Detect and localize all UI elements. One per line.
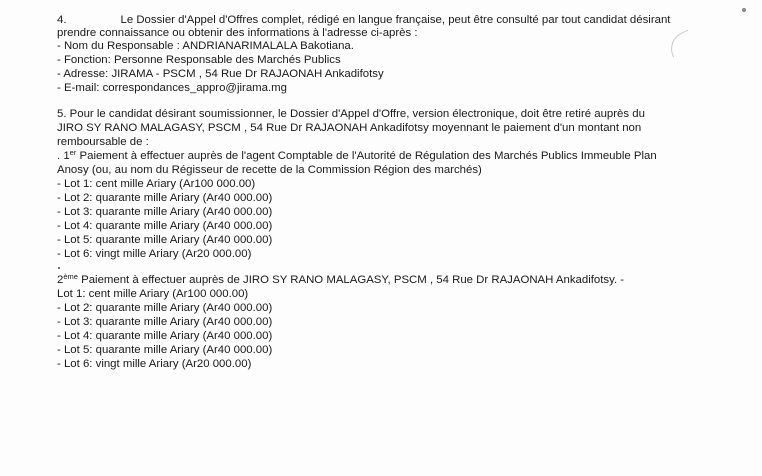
first-payment-prefix: . 1 (57, 150, 70, 162)
first-payment-text: Paiement à effectuer auprès de l'agent Comptable de l'Autorité de Régulation des Marchés Publics Immeuble Plan (76, 150, 657, 162)
second-payment-lot: - Lot 3: quarante mille Ariary (Ar40 000.00) (57, 316, 273, 328)
first-payment-lot: - Lot 5: quarante mille Ariary (Ar40 000.00) (57, 234, 273, 246)
first-payment-line2: Anosy (ou, au nom du Régisseur de recette de la Commission Région des marchés) (57, 164, 482, 176)
second-payment-lot1: Lot 1: cent mille Ariary (Ar100 000.00) (57, 288, 249, 300)
second-payment-lot: - Lot 2: quarante mille Ariary (Ar40 000.00) (57, 302, 273, 314)
scan-pen-mark (665, 30, 696, 58)
stray-dot (58, 267, 60, 269)
section5-line2: JIRO SY RANO MALAGASY, PSCM , 54 Rue Dr RAJAONAH Ankadifotsy moyennant le paiement d'un montant non (57, 122, 642, 134)
section4-line2: prendre connaissance ou obtenir des informations à l'adresse ci-après : (57, 27, 418, 39)
second-payment-lot: - Lot 5: quarante mille Ariary (Ar40 000.00) (57, 344, 273, 356)
section4-first-line (57, 14, 670, 27)
first-payment-lot: - Lot 4: quarante mille Ariary (Ar40 000.00) (57, 220, 273, 232)
responsable-adresse: - Adresse: JIRAMA - PSCM , 54 Rue Dr RAJAONAH Ankadifotsy (57, 68, 384, 80)
second-payment-line1 (57, 274, 624, 287)
first-payment-sup: er (69, 148, 77, 157)
first-payment-lot: - Lot 2: quarante mille Ariary (Ar40 000.00) (57, 192, 273, 204)
second-payment-lot: - Lot 6: vingt mille Ariary (Ar20 000.00) (57, 358, 252, 370)
section5-line1: 5. Pour le candidat désirant soumissionner, le Dossier d'Appel d'Offre, version électronique, doit être retiré auprès du (57, 108, 645, 120)
first-payment-lot: - Lot 1: cent mille Ariary (Ar100 000.00) (57, 178, 256, 190)
second-payment-sup: ème (63, 272, 78, 281)
first-payment-lot: - Lot 6: vingt mille Ariary (Ar20 000.00) (57, 248, 252, 260)
second-payment-prefix: 2 (57, 274, 64, 286)
section4-line1: Le Dossier d'Appel d'Offres complet, rédigé en langue française, peut être consulté par tout candidat désirant (120, 14, 671, 26)
first-payment-lot: - Lot 3: quarante mille Ariary (Ar40 000.00) (57, 206, 273, 218)
first-payment-line1 (57, 150, 657, 163)
scan-speck (742, 8, 746, 12)
second-payment-lot: - Lot 4: quarante mille Ariary (Ar40 000.00) (57, 330, 273, 342)
section4-number: 4. (57, 14, 67, 26)
responsable-fonction: - Fonction: Personne Responsable des Marchés Publics (57, 54, 341, 66)
section5-line3: remboursable de : (57, 136, 149, 148)
second-payment-text: Paiement à effectuer auprès de JIRO SY RANO MALAGASY, PSCM , 54 Rue Dr RAJAONAH Ankadifotsy. - (77, 274, 625, 286)
responsable-email: - E-mail: correspondances_appro@jirama.mg (57, 82, 287, 94)
responsable-name: - Nom du Responsable : ANDRIANARIMALALA Bakotiana. (57, 40, 354, 52)
